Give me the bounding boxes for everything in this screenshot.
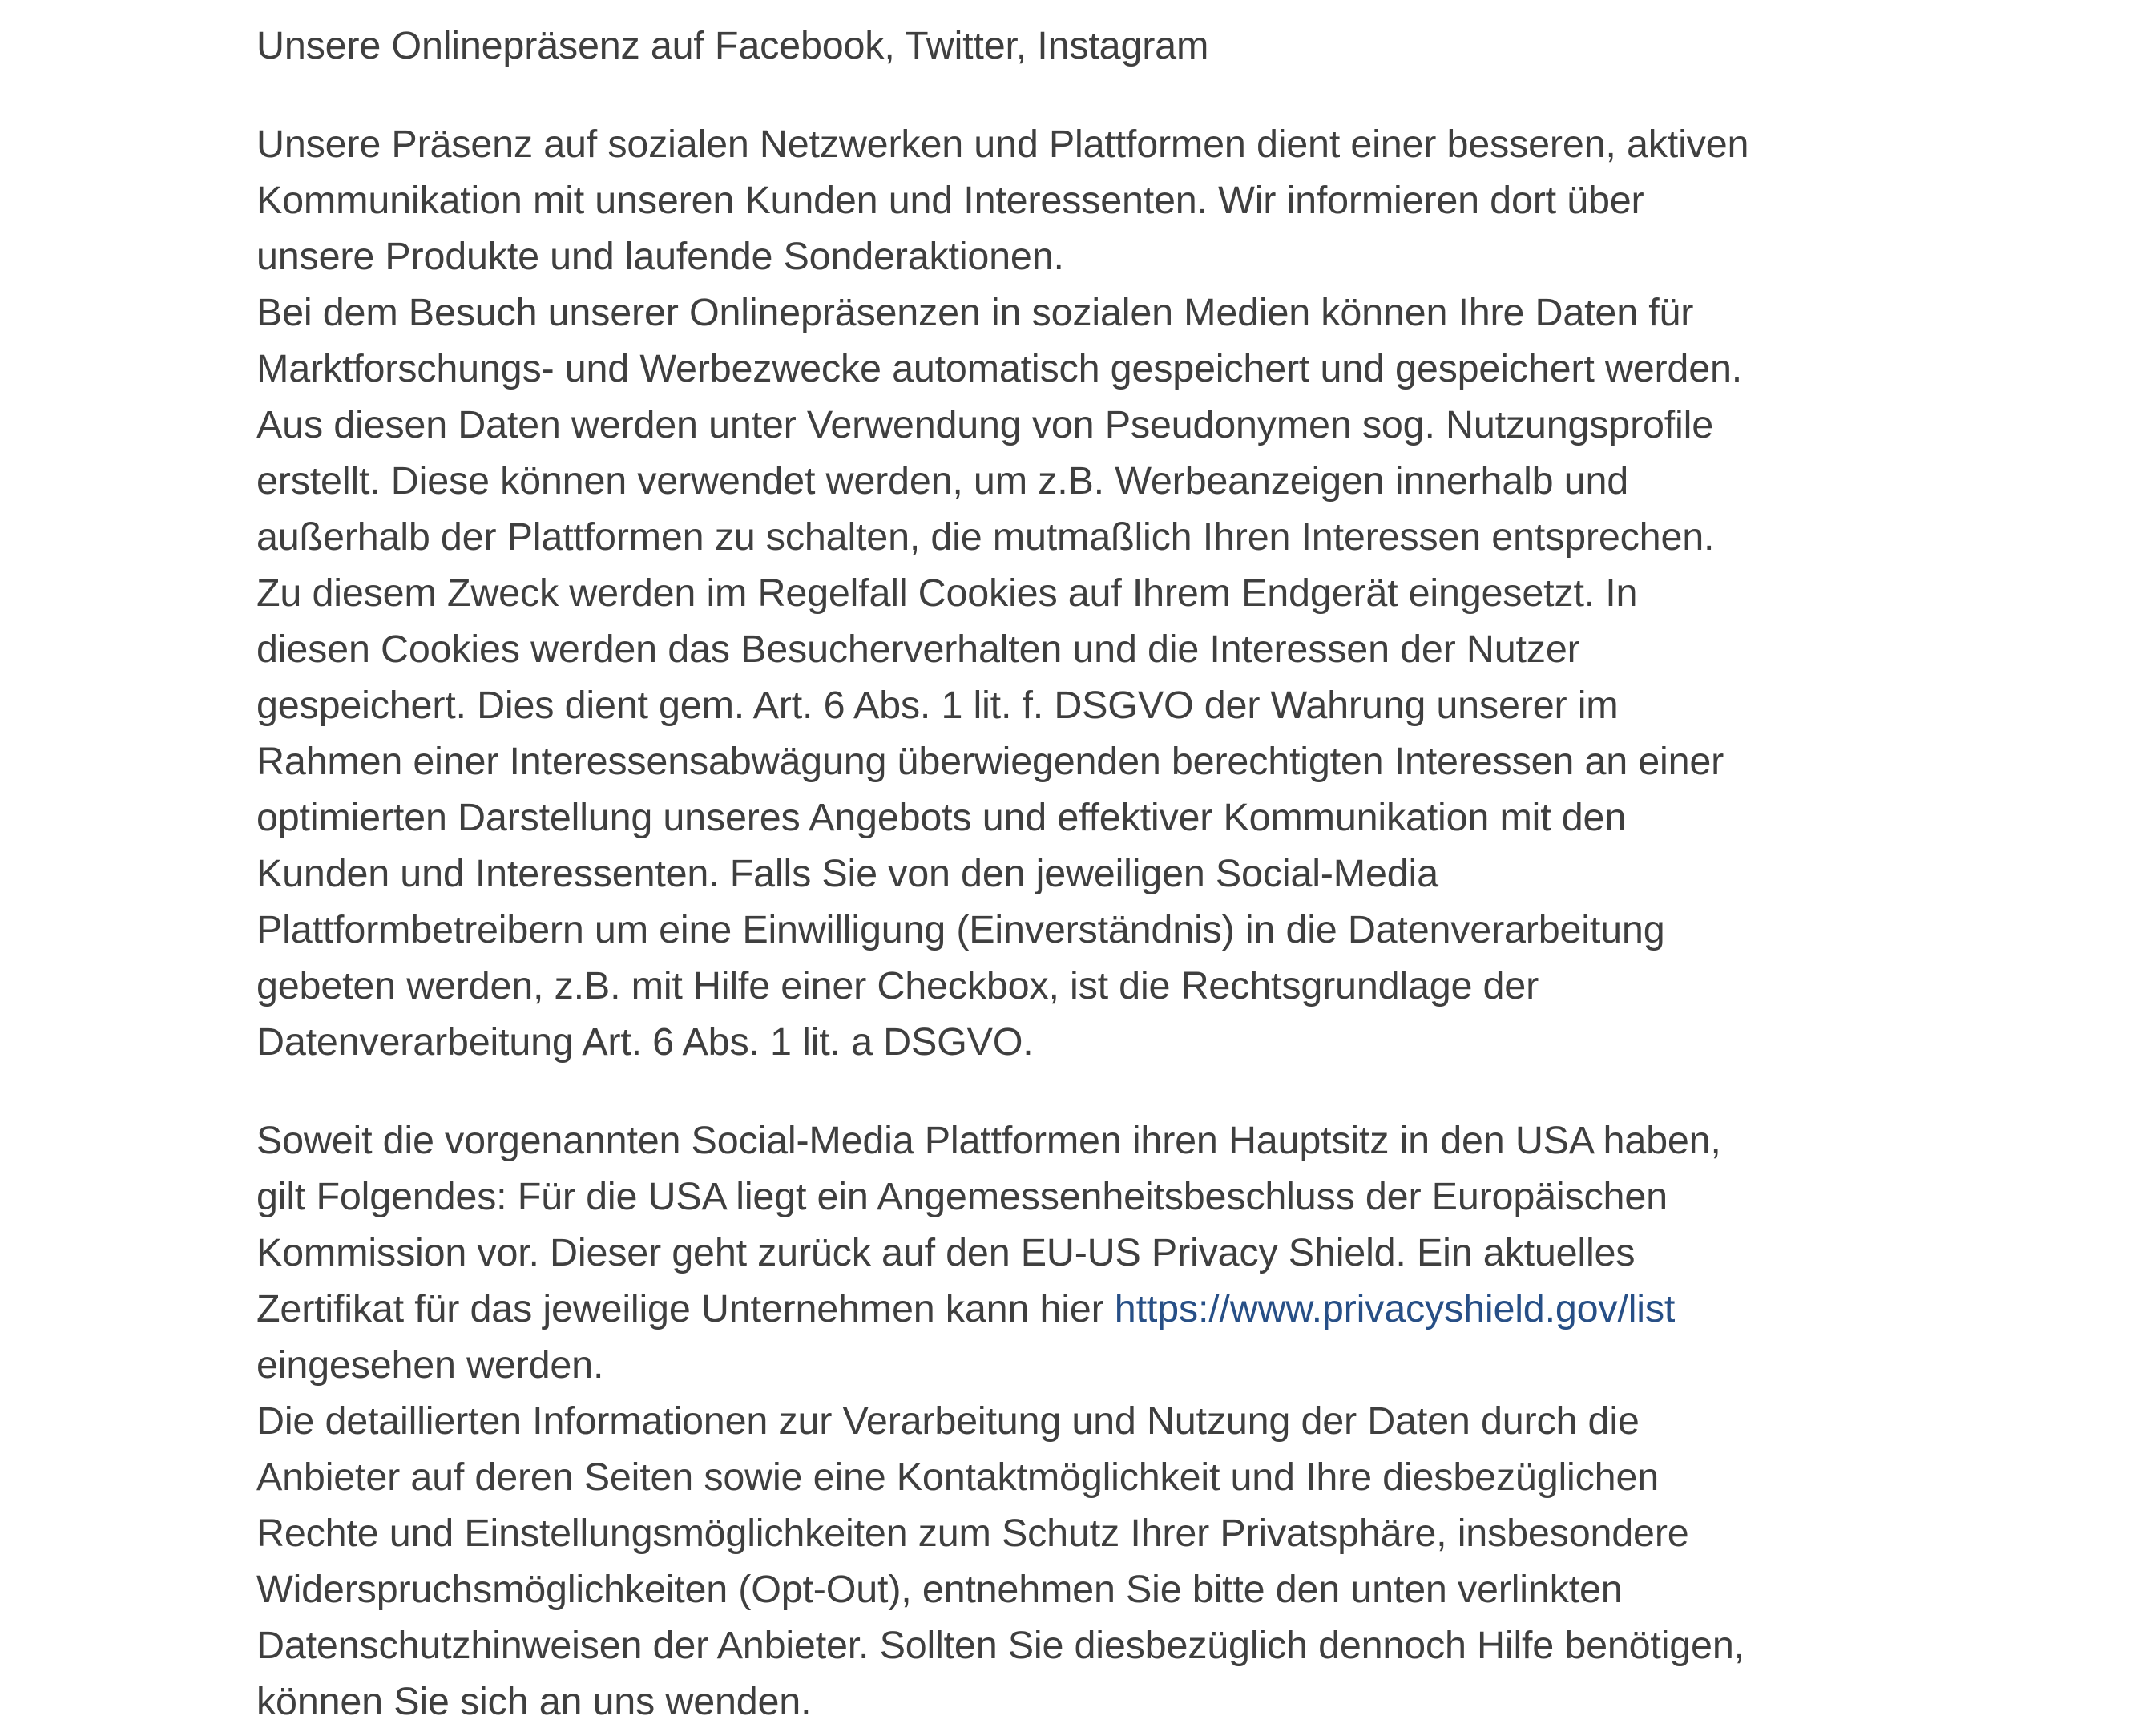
text-line: Rechte und Einstellungsmöglichkeiten zum Schutz Ihrer Privatsphäre, insbesondere <box>256 1512 1689 1555</box>
text-line: Plattformbetreibern um eine Einwilligung (Einverständnis) in die Datenverarbeitung <box>256 908 1665 951</box>
text-line: gebeten werden, z.B. mit Hilfe einer Checkbox, ist die Rechtsgrundlage der <box>256 964 1539 1007</box>
text-line: Zu diesem Zweck werden im Regelfall Cookies auf Ihrem Endgerät eingesetzt. In <box>256 571 1638 615</box>
text-line: Datenverarbeitung Art. 6 Abs. 1 lit. a DSGVO. <box>256 1020 1034 1064</box>
text-line: optimierten Darstellung unseres Angebots und effektiver Kommunikation mit den <box>256 796 1627 839</box>
text-line: unsere Produkte und laufende Sonderaktionen. <box>256 235 1064 278</box>
text-line: Marktforschungs- und Werbezwecke automatisch gespeichert und gespeichert werden. <box>256 347 1743 390</box>
text-line: außerhalb der Plattformen zu schalten, die mutmaßlich Ihren Interessen entsprechen. <box>256 515 1715 559</box>
section-heading: Unsere Onlinepräsenz auf Facebook, Twitter, Instagram <box>256 24 1209 67</box>
privacy-document <box>256 18 2019 1730</box>
text-line-with-link <box>256 1281 2019 1337</box>
paragraph-data-processing <box>256 285 2019 1070</box>
text-line: Widerspruchsmöglichkeiten (Opt-Out), entnehmen Sie bitte den unten verlinkten <box>256 1568 1623 1611</box>
text-line: Unsere Präsenz auf sozialen Netzwerken und Plattformen dient einer besseren, aktiven <box>256 123 1749 166</box>
text-line: eingesehen werden. <box>256 1343 604 1387</box>
link-prefix-text: Zertifikat für das jeweilige Unternehmen kann hier <box>256 1287 1115 1330</box>
paragraph-provider-details <box>256 1393 2019 1730</box>
text-line: Soweit die vorgenannten Social-Media Plattformen ihren Hauptsitz in den USA haben, <box>256 1119 1721 1162</box>
text-line: Kunden und Interessenten. Falls Sie von den jeweiligen Social-Media <box>256 852 1438 895</box>
paragraph-social-presence <box>256 116 2019 285</box>
text-line: Bei dem Besuch unserer Onlinepräsenzen in sozialen Medien können Ihre Daten für <box>256 291 1694 334</box>
text-line: gespeichert. Dies dient gem. Art. 6 Abs. 1 lit. f. DSGVO der Wahrung unserer im <box>256 684 1619 727</box>
text-line: Kommunikation mit unseren Kunden und Interessenten. Wir informieren dort über <box>256 179 1644 222</box>
text-line: Die detaillierten Informationen zur Verarbeitung und Nutzung der Daten durch die <box>256 1399 1640 1443</box>
text-line: Aus diesen Daten werden unter Verwendung von Pseudonymen sog. Nutzungsprofile <box>256 403 1713 446</box>
text-line: gilt Folgendes: Für die USA liegt ein Angemessenheitsbeschluss der Europäischen <box>256 1175 1668 1218</box>
text-line: Datenschutzhinweisen der Anbieter. Sollten Sie diesbezüglich dennoch Hilfe benötigen, <box>256 1624 1745 1667</box>
text-line: Rahmen einer Interessensabwägung überwiegenden berechtigten Interessen an einer <box>256 740 1724 783</box>
text-line: Anbieter auf deren Seiten sowie eine Kontaktmöglichkeit und Ihre diesbezüglichen <box>256 1455 1659 1499</box>
text-line: Kommission vor. Dieser geht zurück auf den EU-US Privacy Shield. Ein aktuelles <box>256 1231 1636 1274</box>
paragraph-usa-privacy-shield <box>256 1112 2019 1393</box>
text-line: erstellt. Diese können verwendet werden, um z.B. Werbeanzeigen innerhalb und <box>256 459 1629 503</box>
privacy-shield-link[interactable]: https://www.privacyshield.gov/list <box>1114 1287 1676 1330</box>
text-line: können Sie sich an uns wenden. <box>256 1680 812 1723</box>
text-line: diesen Cookies werden das Besucherverhalten und die Interessen der Nutzer <box>256 628 1580 671</box>
